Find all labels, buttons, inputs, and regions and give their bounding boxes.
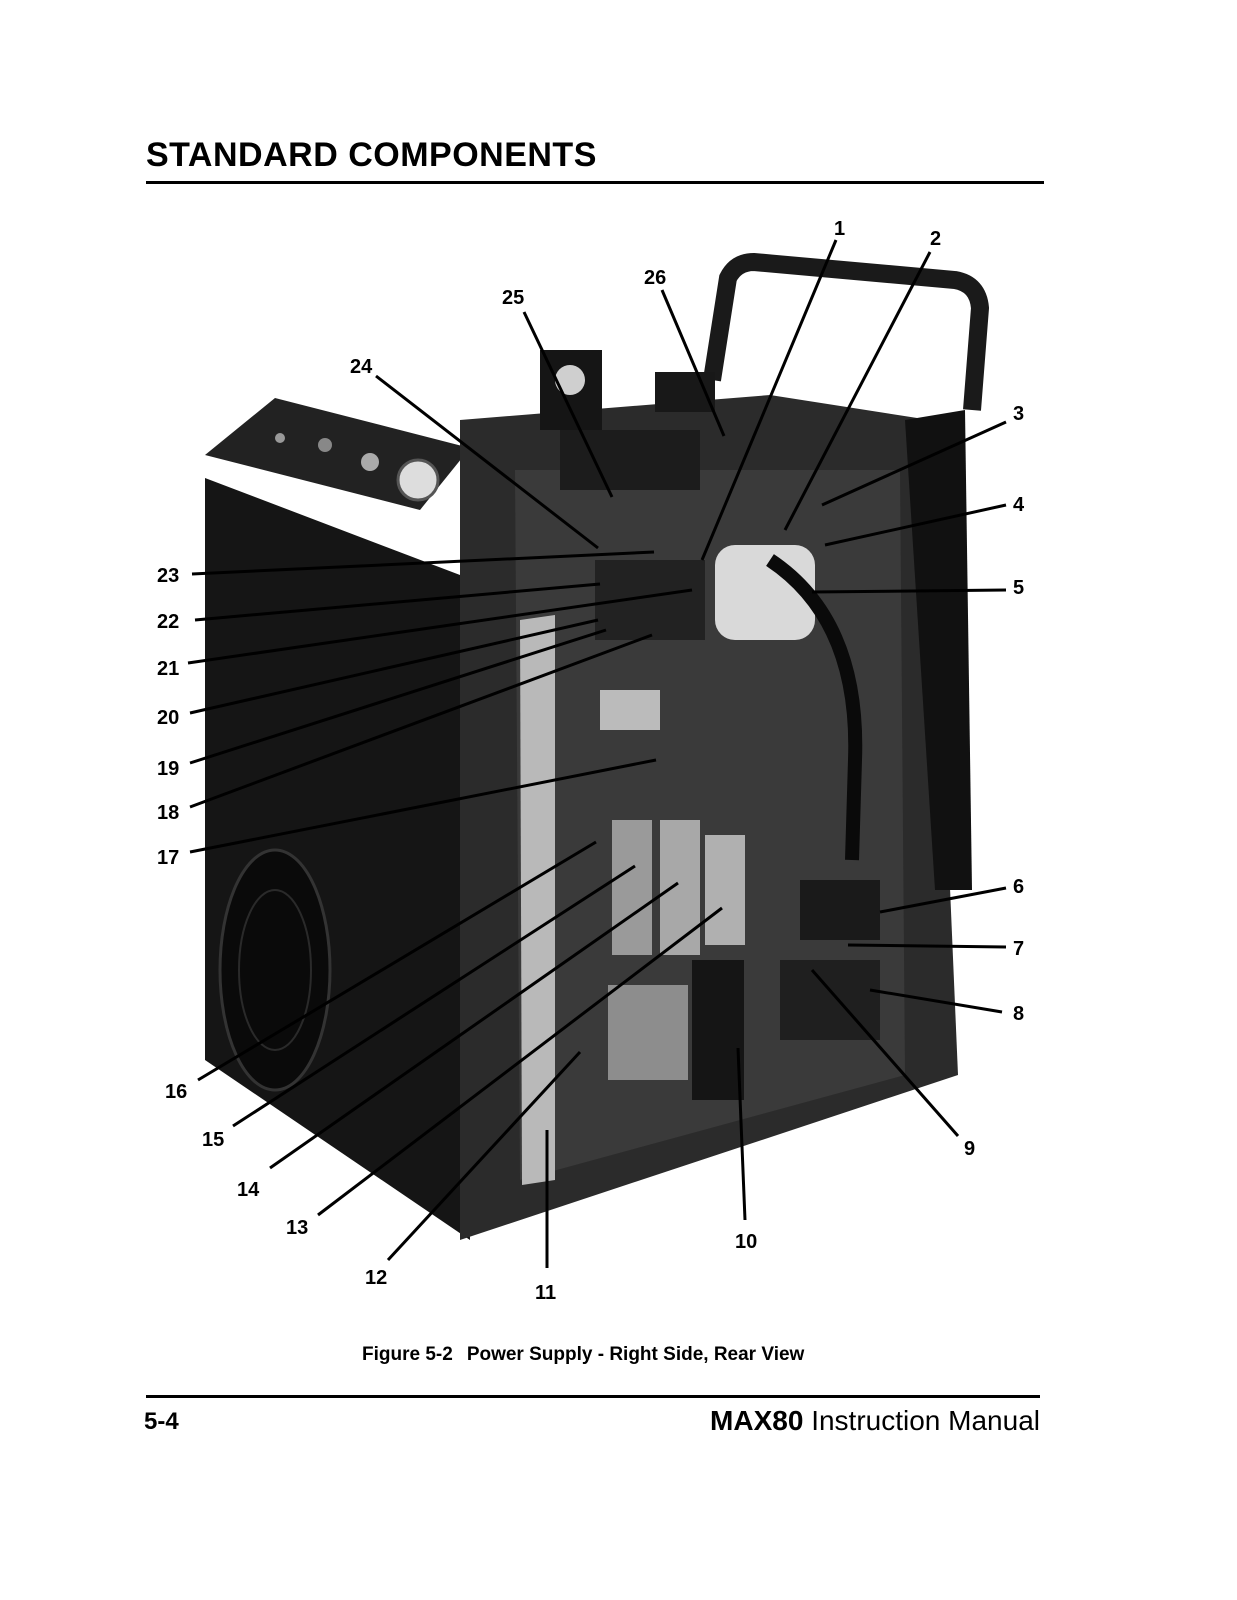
figure-caption-label: Figure 5-2 xyxy=(362,1344,453,1365)
callout-17: 17 xyxy=(157,847,180,869)
callout-8: 8 xyxy=(1013,1003,1025,1025)
callout-12: 12 xyxy=(365,1267,388,1289)
footer-rule xyxy=(146,1395,1040,1398)
callout-3: 3 xyxy=(1013,403,1025,425)
callout-7: 7 xyxy=(1013,938,1025,960)
callout-14: 14 xyxy=(237,1179,260,1201)
callout-15: 15 xyxy=(202,1129,225,1151)
callout-23: 23 xyxy=(157,565,180,587)
product-name: MAX80 xyxy=(710,1405,804,1436)
callout-5: 5 xyxy=(1013,577,1025,599)
page-title: STANDARD COMPONENTS xyxy=(146,136,597,174)
callout-19: 19 xyxy=(157,758,180,780)
page-number: 5-4 xyxy=(144,1408,179,1435)
callout-24: 24 xyxy=(350,356,373,378)
callout-22: 22 xyxy=(157,611,180,633)
callout-21: 21 xyxy=(157,658,180,680)
figure-caption-text: Power Supply - Right Side, Rear View xyxy=(466,1344,805,1365)
callout-10: 10 xyxy=(735,1231,758,1253)
callout-2: 2 xyxy=(930,228,942,250)
manual-name: Instruction Manual xyxy=(811,1405,1040,1436)
callout-20: 20 xyxy=(157,707,180,729)
callout-25: 25 xyxy=(502,287,525,309)
callout-11: 11 xyxy=(535,1282,557,1304)
callout-1: 1 xyxy=(834,218,846,240)
callout-16: 16 xyxy=(165,1081,188,1103)
equipment-photo xyxy=(205,262,980,1240)
callout-26: 26 xyxy=(644,267,667,289)
manual-title xyxy=(710,1405,1040,1437)
callout-13: 13 xyxy=(286,1217,309,1239)
figure-caption xyxy=(362,1344,804,1366)
callout-6: 6 xyxy=(1013,876,1025,898)
callout-9: 9 xyxy=(964,1138,976,1160)
callout-18: 18 xyxy=(157,802,180,824)
callout-4: 4 xyxy=(1013,494,1025,516)
